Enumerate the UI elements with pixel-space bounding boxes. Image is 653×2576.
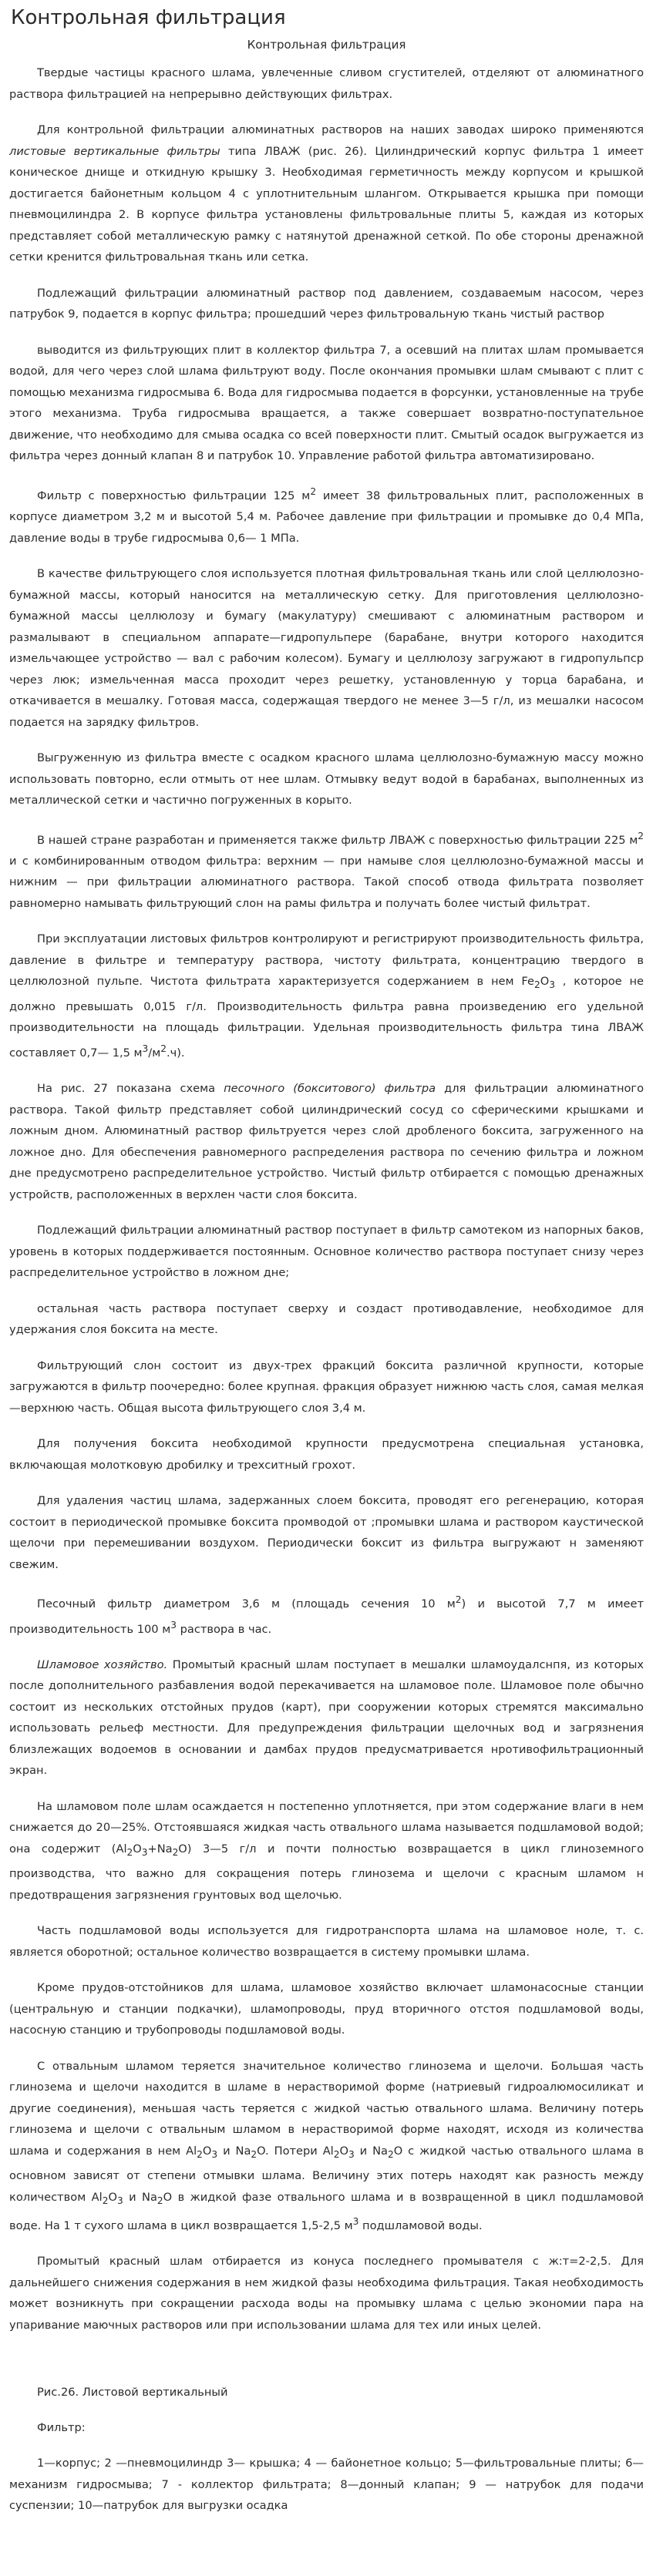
paragraph: На рис. 27 показана схема песочного (бокситового) фильтра для фильтрации алюминатного раствора. Такой фильтр представляет собой цилиндрический сосуд со сферическими крышками и ложным дном. Алюминатный раствор фильтруется через слой дробленого боксита, загруженного на ложное дно. Для обеспечения равномерного распределения раствора по сечению фильтра и ложном дне предусмотрено распределительное устройство. Чистый фильтр отбирается с помощью дренажных устройств, расположенных в верхлен части слоя боксита. — [9, 1082, 645, 1201]
paragraph: Кроме прудов-отстойников для шлама, шламовое хозяйство включает шламонасосные станции (центральную и станции подкачки), шламопроводы, пруд вторичного отстоя подшламовой воды, насосную станцию и трубопроводы подшламовой воды. — [9, 1981, 644, 2037]
filter-label: Фильтр: — [37, 2421, 86, 2435]
figure-caption-block — [9, 2382, 644, 2517]
document-page — [0, 6, 653, 2517]
paragraph: Фильтрующий слон состоит из двух-трех фракций боксита различной крупности, которые загружаются в фильтр поочередно: более крупная. фракция образует нижнюю часть слоя, самая мелкая—верхнюю часть. Общая высота фильтрующего слоя 3,4 м. — [9, 1359, 644, 1415]
document-body — [9, 62, 644, 2336]
paragraph: В нашей стране разработан и применяется также фильтр ЛВАЖ с поверхностью фильтрации 225 $м^2$ и с комбинированным отводом фильтра: верхним — при намыве слоя целлюлозно-бумажной массы и нижним — при фильтрации алюминатного раствора. Такой способ отвода фильтрата позволяет равномерно намывать фильтрующий слон на рамы фильтра и получать более чистый фильтрат. — [9, 830, 644, 910]
paragraph: Для получения боксита необходимой крупности предусмотрена специальная установка, включающая молотковую дробилку и трехситный грохот. — [9, 1437, 644, 1472]
paragraph: Песочный фильтр диаметром 3,6 м (площадь сечения 10 $м^2$) и высотой 7,7 м имеет производительность 100 $м^3$ раствора в час. — [9, 1594, 644, 1636]
paragraph: Шламовое хозяйство. Промытый красный шлам поступает в мешалки шламоудалснпя, из которых после дополнительного разбавления водой перекачивается на шламовое поле. Шламовое поле обычно состоит из нескольких отстойных прудов (карт), при сооружении которых стремятся максимально использовать рельеф местности. Для предупреждения фильтрации щелочных вод и загрязнения близлежащих водоемов в основании и дамбах прудов предусматривается нротивофильтрационный экран. — [9, 1657, 644, 1778]
paragraph: С отвальным шламом теряется значительное количество глинозема и щелочи. Большая часть глинозема и щелочи находится в шламе в нерастворимой форме (натриевый гидроалюмосиликат и другие соединения), меньшая часть теряется с жидкой частью отвального шлама. Величину потерь глинозема и щелочи с отвальным шламом в нерастворимой форме находят, исходя из количества шлама и содержания в нем $Al_2O_3$ и $Na_2O$. Потери $Al_2O_3$ и $Na_2O$ с жидкой частью отвального шлама в основном зависят от степени отмывки шлама. Величину этих потерь находят как разность между количеством $Al_2O_3$ и $Na_2O$ в жидкой фазе отвального шлама и в возвращенной в цикл подшламовой воде. На 1 т сухого шлама в цикл возвращается 1,5-2,5 $м^3$ подшламовой воды. — [9, 2059, 644, 2232]
paragraph: Твердые частицы красного шлама, увлеченные сливом сгустителей, отделяют от алюминатного раствора фильтрацией на непрерывно действующих фильтрах. — [9, 66, 644, 101]
paragraph: Часть подшламовой воды используется для гидротранспорта шлама на шламовое ноле, т. с. является оборотной; остальное количество возвращается в систему промывки шлама. — [9, 1924, 644, 1959]
page-heading: Контрольная фильтрация — [11, 6, 286, 29]
figure-caption: Рис.26. Листовой вертикальный — [37, 2386, 228, 2400]
paragraph: Фильтр с поверхностью фильтрации 125 $м^2$ имеет 38 фильтровальных плит, расположенных в корпусе диаметром 3,2 м и высотой 5,4 м. Рабочее давление при фильтрации и промывке до 0,4 МПа, давление воды в трубе гидросмыва 0,6— 1 МПа. — [9, 485, 644, 545]
paragraph: На шламовом поле шлам осаждается н постепенно уплотняется, при этом содержание влаги в нем снижается до 20—25%. Отстоявшаяся жидкая часть отвального шлама называется подшламовой водой; она содержит $(Al_2O_3+Na_2O)$ 3—5 г/л и почти полностью возвращается в цикл глиноземного производства, что важно для сокращения потерь глинозема и щелочи с красным шламом н предотвращения загрязнения грунтовых вод щелочью. — [9, 1799, 644, 1902]
paragraph: Выгруженную из фильтра вместе с осадком красного шлама целлюлозно-бумажную массу можно использовать повторно, если отмыть от нее шлам. Отмывку ведут водой в барабанах, выполненных из металлической сетки и частично погруженных в корыто. — [9, 751, 644, 808]
figure-legend: 1—корпус; 2 —пневмоцилиндр 3— крышка; 4 — байонетное кольцо; 5—фильтровальные плиты; 6—механизм гидросмыва; 7 - коллектор фильтрата; 8—донный клапан; 9 — натрубок для подачи суспензии; 10—патрубок для выгрузки осадка — [9, 2457, 644, 2513]
paragraph: Подлежащий фильтрации алюминатный раствор под давлением, создаваемым насосом, через патрубок 9, подается в корпус фильтра; прошедший через фильтровальную ткань чистый раствор — [9, 286, 644, 321]
paragraph: При эксплуатации листовых фильтров контролируют и регистрируют производительность фильтра, давление в фильтре и температуру раствора, чистоту фильтрата, концентрацию твердого в целлюлозной пульпе. Чистота фильтрата характеризуется содержанием в нем $Fe_2O_3$ , которое не должно превышать 0,015 г/л. Производительность фильтра равна произведению его удельной производительности на площадь фильтрации. Удельная производительность фильтра тина ЛВАЖ составляет 0,7— 1,5 $м^3/м^2.ч$). — [9, 932, 645, 1060]
paragraph: Для контрольной фильтрации алюминатных растворов на наших заводах широко применяются листовые вертикальные фильтры типа ЛВАЖ (рис. 26). Цилиндрический корпус фильтра 1 имеет коническое днище и откидную крышку 3. Необходимая герметичность между корпусом и крышкой достигается байонетным кольцом 4 с уплотнительным шлангом. Открывается крышка при помощи пневмоцилиндра 2. В корпусе фильтра установлены фильтровальные плиты 5, каждая из которых представляет собой металлическую рамку с натянутой дренажной сеткой. По обе стороны дренажной сетки кренится фильтровальная ткань или сетка. — [9, 123, 644, 264]
paragraph: В качестве фильтрующего слоя используется плотная фильтровальная ткань или слой целлюлозно-бумажной массы, который наносится на металлическую сетку. Для приготовления целлюлозно-бумажной массы целлюлозу и бумагу (макулатуру) смешивают с алюминатным раствором и размалывают в специальном аппарате—гидропульпере (барабане, внутри которого находится измельчающее устройство — вал с рабочим колесом). Бумагу и целлюлозу загружают в гидропульпср через люк; измельченная масса проходит через решетку, установленную у торца барабана, и откачивается в мешалку. Готовая масса, содержащая твердого не менее 3—5 г/л, из мешалки насосом подается на зарядку фильтров. — [9, 567, 644, 729]
paragraph: выводится из фильтрующих плит в коллектор фильтра 7, а осевший на плитах шлам промывается водой, для чего через слой шлама фильтруют воду. После окончания промывки шлам смывают с плит с помощью механизма гидросмыва 6. Вода для гидросмыва подается в форсунки, установленные на трубе этого механизма. Труба гидросмыва вращается, а также совершает возвратно-поступательное движение, что необходимо для смыва осадка со всей поверхности плит. Смытый осадок выгружается из фильтра через донный клапан 8 и патрубок 10. Управление работой фильтра автоматизировано. — [9, 343, 644, 463]
document-title: Контрольная фильтрация — [247, 38, 406, 52]
paragraph: Промытый красный шлам отбирается из конуса последнего промывателя с ж:т=2-2,5. Для дальнейшего снижения содержания в нем жидкой фазы необходима фильтрация. Такая необходимость может возникнуть при сокращении расхода воды на промывку шлама с целью экономии пара на упаривание маючных растворов или при использовании шлама для тех или иных целей. — [9, 2255, 644, 2332]
paragraph: Подлежащий фильтрации алюминатный раствор поступает в фильтр самотеком из напорных баков, уровень в которых поддерживается постоянным. Основное количество раствора поступает снизу через распределительное устройство в ложном дне; — [9, 1224, 644, 1280]
paragraph: остальная часть раствора поступает сверху и создаст противодавление, необходимое для удержания слоя боксита на месте. — [9, 1301, 644, 1337]
paragraph: Для удаления частиц шлама, задержанных слоем боксита, проводят его регенерацию, которая состоит в периодической промывке боксита промводой от ;промывки шлама и раствором каустической щелочи при перемешивании воздухом. Периодически боксит из фильтра выгружают н заменяют свежим. — [9, 1494, 644, 1571]
